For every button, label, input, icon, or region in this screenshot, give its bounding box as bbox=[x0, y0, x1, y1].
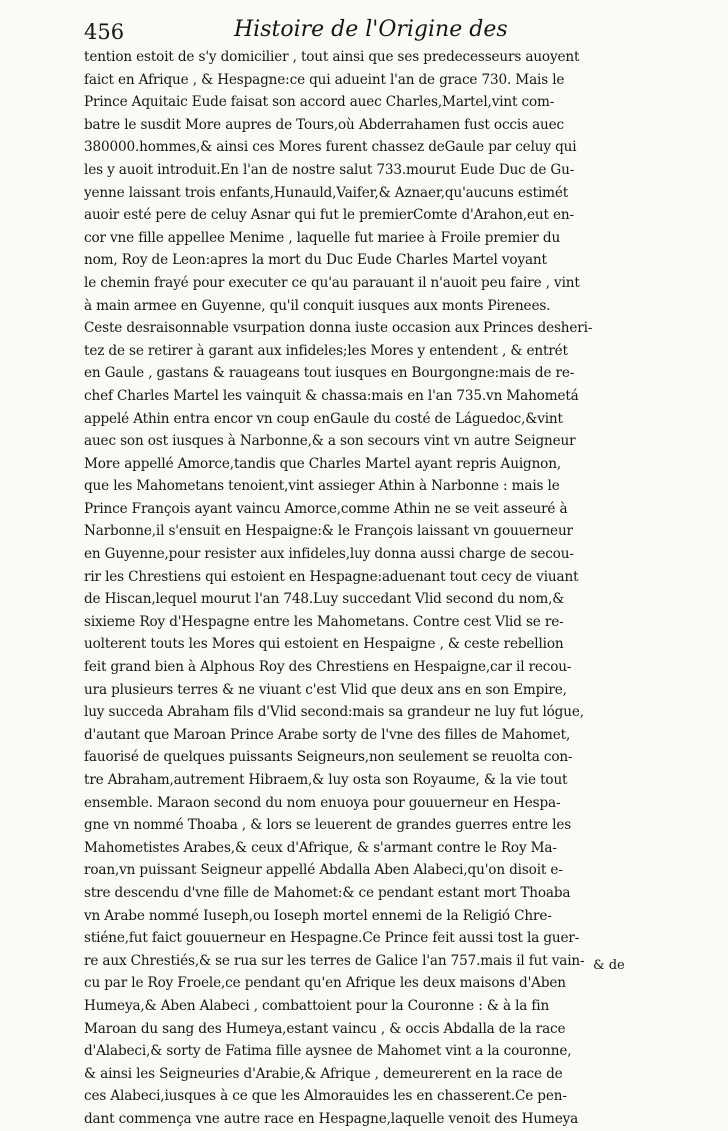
text-line: ensemble. Maraon second du nom enuoya pour gouuerneur en Hespa- bbox=[84, 794, 561, 811]
text-line: uolterent touts les Mores qui estoient en Hespaigne , & ceste rebellion bbox=[84, 636, 564, 653]
text-line: auoir esté pere de celuy Asnar qui fut le premierComte d'Arahon,eut en- bbox=[84, 207, 574, 224]
text-line: roan,vn puissant Seigneur appellé Abdalla Aben Alabeci,qu'on disoit e- bbox=[84, 862, 563, 879]
text-line: rir les Chrestiens qui estoient en Hespagne:aduenant tout cecy de viuant bbox=[84, 568, 579, 585]
text-line: sixieme Roy d'Hespagne entre les Mahometans. Contre cest Vlid se re- bbox=[84, 613, 564, 630]
text-line: stre descendu d'vne fille de Mahomet:& ce pendant estant mort Thoaba bbox=[84, 884, 571, 901]
text-line: Humeya,& Aben Alabeci , combattoient pour la Couronne : & à la fin bbox=[84, 997, 550, 1014]
text-line: gne vn nommé Thoaba , & lors se leuerent de grandes guerres entre les bbox=[84, 817, 572, 834]
text-line: faict en Afrique , & Hespagne:ce qui adueint l'an de grace 730. Mais le bbox=[84, 71, 565, 88]
text-line: de Hiscan,lequel mourut l'an 748.Luy succedant Vlid second du nom,& bbox=[84, 591, 565, 608]
body-text bbox=[84, 46, 624, 1131]
running-title: Histoire de l'Origine des bbox=[234, 17, 508, 42]
text-line: en Gaule , gastans & rauageans tout iusques en Bourgongne:mais de re- bbox=[84, 365, 575, 382]
text-line: stiéne,fut faict gouuerneur en Hespagne.Ce Prince feit aussi tost la guer- bbox=[84, 930, 580, 947]
text-line: auec son ost iusques à Narbonne,& a son secours vint vn autre Seigneur bbox=[84, 433, 576, 450]
text-line: ura plusieurs terres & ne viuant c'est Vlid que deux ans en son Empire, bbox=[84, 681, 567, 698]
text-line: & ainsi les Seigneuries d'Arabie,& Afrique , demeurerent en la race de bbox=[84, 1065, 563, 1082]
text-line: nom, Roy de Leon:apres la mort du Duc Eude Charles Martel voyant bbox=[84, 252, 547, 269]
text-line: chef Charles Martel les vainquit & chassa:mais en l'an 735.vn Mahometá bbox=[84, 387, 579, 404]
text-line: cu par le Roy Froele,ce pendant qu'en Afrique les deux maisons d'Aben bbox=[84, 975, 566, 992]
text-line: ces Alabeci,iusques à ce que les Almorauides les en chasserent.Ce pen- bbox=[84, 1088, 567, 1105]
text-line: luy succeda Abraham fils d'Vlid second:mais sa grandeur ne luy fut lógue, bbox=[84, 704, 584, 721]
text-line: re aux Chrestiés,& se rua sur les terres de Galice l'an 757.mais il fut vain- bbox=[84, 952, 585, 969]
text-line: More appellé Amorce,tandis que Charles Martel ayant repris Auignon, bbox=[84, 455, 561, 472]
text-line: tre Abraham,autrement Hibraem,& luy osta son Royaume, & la vie tout bbox=[84, 772, 568, 788]
page-number: 456 bbox=[84, 20, 125, 44]
text-line: en Guyenne,pour resister aux infideles,luy donna aussi charge de secou- bbox=[84, 546, 574, 563]
text-line: Prince Aquitaic Eude faisat son accord auec Charles,Martel,vint com- bbox=[84, 94, 555, 111]
text-line: cor vne fille appellee Menime , laquelle fut mariee à Froile premier du bbox=[84, 229, 561, 246]
text-line: yenne laissant trois enfants,Hunauld,Vaifer,& Aznaer,qu'aucuns estimét bbox=[84, 184, 569, 201]
text-line: tez de se retirer à garant aux infideles;les Mores y entendent , & entrét bbox=[84, 342, 568, 359]
text-line: Ceste desraisonnable vsurpation donna iuste occasion aux Princes desheri- bbox=[84, 320, 593, 337]
text-line: le chemin frayé pour executer ce qu'au parauant il n'auoit peu faire , vint bbox=[84, 274, 580, 291]
text-line: feit grand bien à Alphous Roy des Chrestiens en Hespaigne,car il recou- bbox=[84, 659, 572, 676]
catchword: & de bbox=[593, 958, 625, 973]
text-line: vn Arabe nommé Iuseph,ou Ioseph mortel ennemi de la Religió Chre- bbox=[84, 907, 552, 924]
text-line: tention estoit de s'y domicilier , tout ainsi que ses predecesseurs auoyent bbox=[84, 49, 580, 65]
text-line: les y auoit introduit.En l'an de nostre salut 733.mourut Eude Duc de Gu- bbox=[84, 161, 575, 178]
text-line: Prince François ayant vaincu Amorce,comme Athin ne se veit asseuré à bbox=[84, 500, 568, 517]
text-line: appelé Athin entra encor vn coup enGaule du costé de Láguedoc,&vint bbox=[84, 410, 563, 427]
text-line: d'Alabeci,& sorty de Fatima fille aysnee de Mahomet vint a la couronne, bbox=[84, 1043, 572, 1060]
text-line: Mahometistes Arabes,& ceux d'Afrique, & s'armant contre le Roy Ma- bbox=[84, 839, 557, 856]
text-line: Narbonne,il s'ensuit en Hespaigne:& le François laissant vn gouuerneur bbox=[84, 523, 573, 540]
text-line: Maroan du sang des Humeya,estant vaincu , & occis Abdalla de la race bbox=[84, 1020, 566, 1037]
text-line: fauorisé de quelques puissants Seigneurs,non seulement se reuolta con- bbox=[84, 749, 573, 766]
text-line: à main armee en Guyenne, qu'il conquit iusques aux monts Pirenees. bbox=[84, 297, 551, 314]
page-header bbox=[84, 17, 624, 44]
text-line: d'autant que Maroan Prince Arabe sorty de l'vne des filles de Mahomet, bbox=[84, 726, 571, 743]
text-line: 380000.hommes,& ainsi ces Mores furent chassez deGaule par celuy qui bbox=[84, 139, 577, 156]
text-line: dant commença vne autre race en Hespagne,laquelle venoit des Humeya bbox=[84, 1110, 579, 1127]
text-line: que les Mahometans tenoient,vint assieger Athin à Narbonne : mais le bbox=[84, 478, 560, 495]
text-line: batre le susdit More aupres de Tours,où Abderrahamen fust occis auec bbox=[84, 116, 564, 133]
